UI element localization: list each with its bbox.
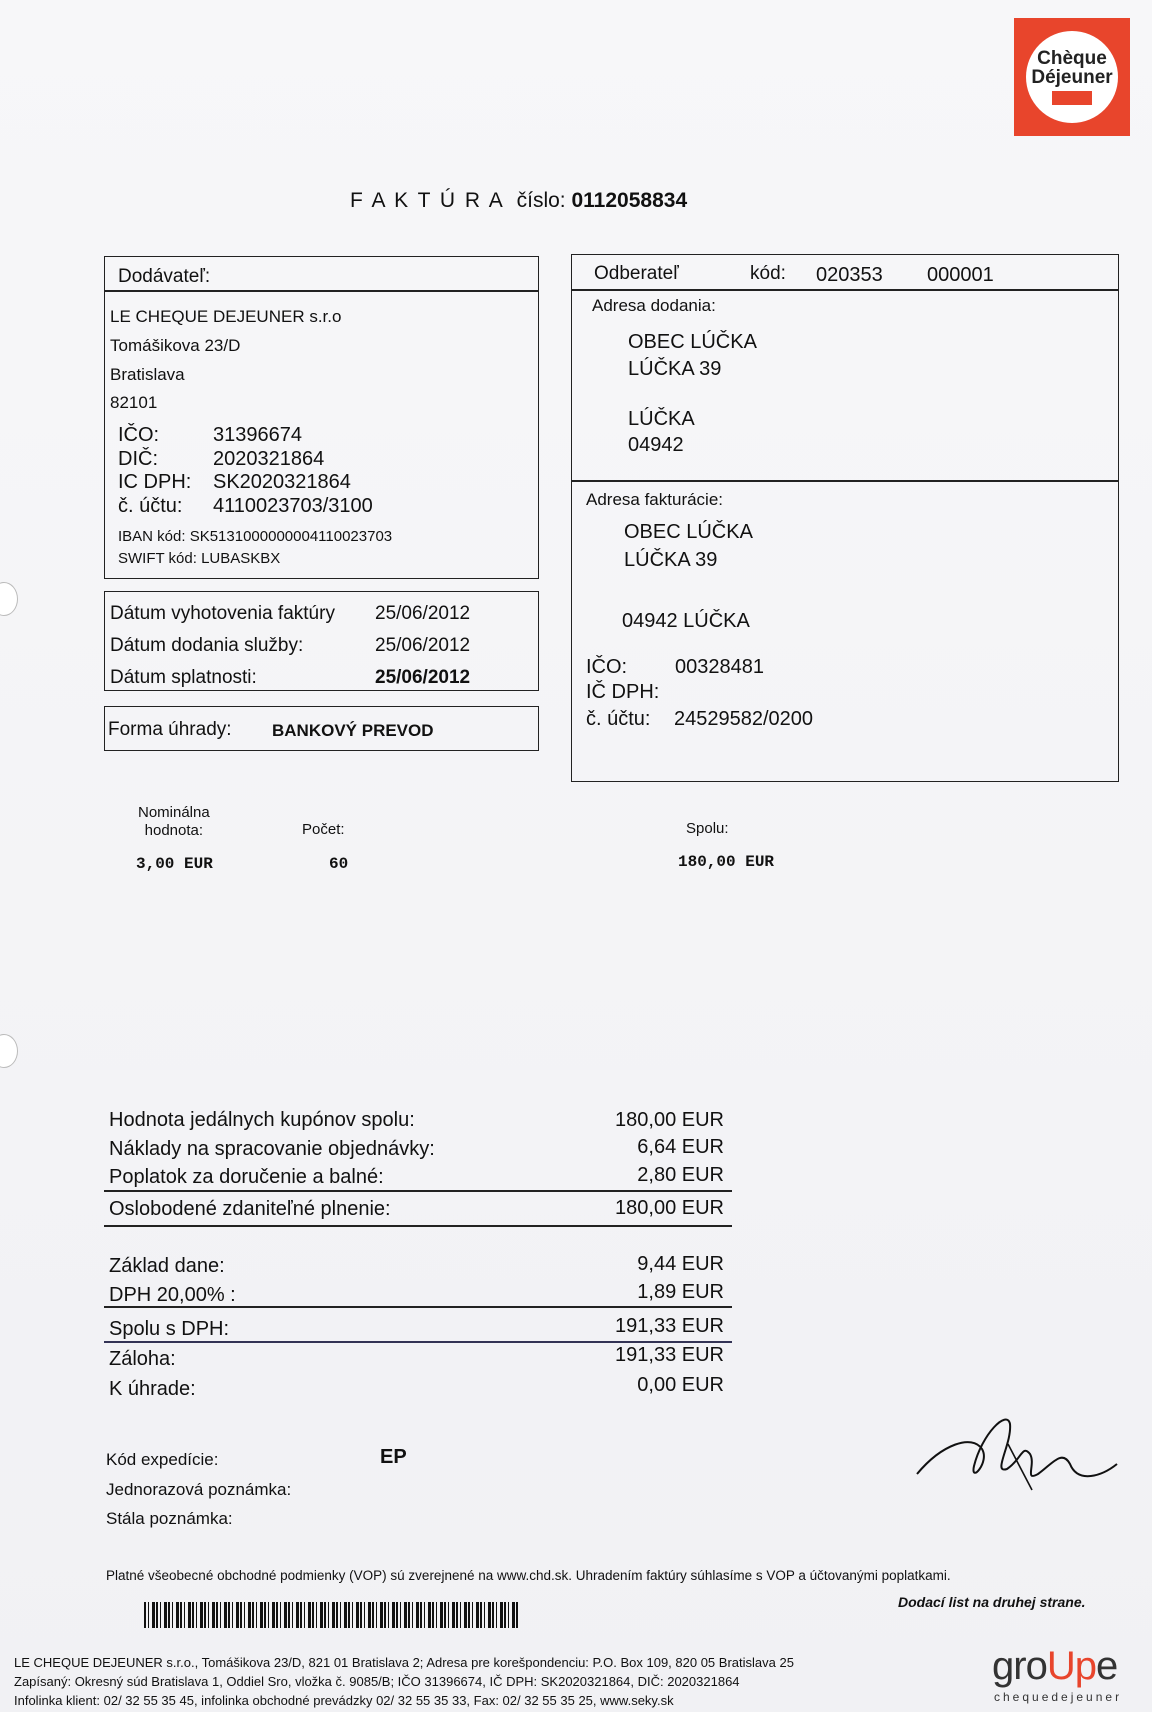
supplier-heading-rule bbox=[104, 290, 539, 292]
supplier-dic: 2020321864 bbox=[213, 448, 325, 470]
supplier-name: LE CHEQUE DEJEUNER s.r.o bbox=[110, 307, 342, 326]
footer-line-1: LE CHEQUE DEJEUNER s.r.o., Tomášikova 23/D, 821 01 Bratislava 2; Adresa pre korešpondenciu: P.O. Box 109, 820 05 Bratislava 25 bbox=[14, 1655, 794, 1670]
footer-line-2: Zapísaný: Okresný súd Bratislava 1, Oddiel Sro, vložka č. 9085/B; IČO 31396674, IČ DPH: SK2020321864, DIČ: 2020321864 bbox=[14, 1674, 740, 1689]
groupe-logo bbox=[992, 1644, 1117, 1689]
nominal-label bbox=[138, 804, 210, 840]
one-time-note-label: Jednorazová poznámka: bbox=[106, 1480, 292, 1499]
delivery-note-text: Dodací list na druhej strane. bbox=[898, 1594, 1086, 1610]
summary-rule-2 bbox=[104, 1225, 732, 1227]
groupe-logo-subtitle: chequedejeuner bbox=[994, 1690, 1123, 1704]
delivery-address-heading: Adresa dodania: bbox=[592, 296, 716, 315]
supplier-ico: 31396674 bbox=[213, 424, 302, 446]
supplier-swift: SWIFT kód: LUBASKBX bbox=[118, 550, 281, 567]
billing-name: OBEC LÚČKA bbox=[624, 521, 753, 543]
invoice-number: 0112058834 bbox=[571, 189, 688, 212]
summary-rule-4 bbox=[104, 1341, 732, 1343]
summary-value: 180,00 EUR bbox=[615, 1197, 724, 1219]
summary-label: Náklady na spracovanie objednávky: bbox=[109, 1138, 435, 1160]
due-date-label: Dátum splatnosti: bbox=[110, 667, 257, 688]
terms-text: Platné všeobecné obchodné podmienky (VOP) sú zverejnené na www.chd.sk. Uhradením faktúry súhlasíme s VOP a účtovanými poplatkami. bbox=[106, 1568, 951, 1583]
customer-delivery-rule bbox=[571, 480, 1119, 482]
delivery-city: LÚČKA bbox=[628, 408, 695, 430]
summary-value: 2,80 EUR bbox=[637, 1164, 724, 1186]
delivery-zip: 04942 bbox=[628, 434, 684, 456]
summary-label: Záloha: bbox=[109, 1348, 176, 1370]
summary-rule-1 bbox=[104, 1190, 732, 1192]
summary-rule-3 bbox=[104, 1306, 732, 1308]
summary-label: K úhrade: bbox=[109, 1378, 196, 1400]
customer-heading-rule bbox=[571, 289, 1119, 291]
due-date: 25/06/2012 bbox=[375, 667, 471, 688]
delivery-name: OBEC LÚČKA bbox=[628, 331, 757, 353]
invoice-title-word: F A K T Ú R A bbox=[350, 189, 505, 212]
supplier-heading: Dodávateľ: bbox=[118, 266, 211, 287]
groupe-logo-post: e bbox=[1095, 1644, 1118, 1688]
logo-text-line2: Déjeuner bbox=[1031, 67, 1113, 88]
groupe-logo-pre: gro bbox=[992, 1644, 1047, 1688]
customer-code-label: kód: bbox=[750, 263, 786, 284]
supplier-account-label: č. účtu: bbox=[118, 495, 183, 517]
summary-value: 180,00 EUR bbox=[615, 1109, 724, 1131]
issue-date: 25/06/2012 bbox=[375, 603, 471, 624]
customer-code-2: 000001 bbox=[927, 264, 994, 286]
billing-address-heading: Adresa fakturácie: bbox=[586, 490, 724, 509]
supplier-street: Tomášikova 23/D bbox=[110, 336, 241, 355]
nominal-label-line2: hodnota: bbox=[144, 822, 204, 839]
summary-value: 191,33 EUR bbox=[615, 1344, 724, 1366]
customer-account: 24529582/0200 bbox=[674, 708, 814, 730]
payment-label: Forma úhrady: bbox=[108, 719, 232, 740]
billing-city: 04942 LÚČKA bbox=[622, 610, 750, 632]
count-label: Počet: bbox=[302, 821, 345, 838]
customer-code-1: 020353 bbox=[816, 264, 883, 286]
signature bbox=[912, 1404, 1122, 1514]
summary-label: DPH 20,00% : bbox=[109, 1284, 236, 1306]
supplier-city: Bratislava bbox=[110, 365, 185, 384]
delivery-street: LÚČKA 39 bbox=[628, 358, 722, 380]
logo-text-line1: Chèque bbox=[1037, 48, 1107, 69]
summary-label: Základ dane: bbox=[109, 1255, 225, 1277]
summary-label: Oslobodené zdaniteľné plnenie: bbox=[109, 1198, 391, 1220]
delivery-date: 25/06/2012 bbox=[375, 635, 471, 656]
summary-label: Poplatok za doručenie a balné: bbox=[109, 1166, 384, 1188]
barcode bbox=[144, 1602, 518, 1628]
supplier-ico-label: IČO: bbox=[118, 424, 160, 446]
supplier-zip: 82101 bbox=[110, 393, 158, 412]
expedition-code: EP bbox=[380, 1446, 407, 1468]
supplier-iban: IBAN kód: SK5131000000004110023703 bbox=[118, 528, 393, 545]
supplier-icdph-label: IC DPH: bbox=[118, 471, 192, 493]
item-total: 180,00 EUR bbox=[678, 853, 775, 871]
item-count: 60 bbox=[329, 855, 349, 873]
summary-label: Spolu s DPH: bbox=[109, 1318, 230, 1340]
delivery-date-label: Dátum dodania služby: bbox=[110, 635, 304, 656]
invoice-title bbox=[350, 189, 687, 213]
supplier-dic-label: DIČ: bbox=[118, 448, 158, 470]
customer-heading: Odberateľ bbox=[594, 263, 679, 284]
summary-value: 0,00 EUR bbox=[637, 1374, 724, 1396]
summary-label: Hodnota jedálnych kupónov spolu: bbox=[109, 1109, 415, 1131]
customer-account-label: č. účtu: bbox=[586, 708, 651, 730]
item-nominal: 3,00 EUR bbox=[136, 855, 213, 873]
summary-value: 1,89 EUR bbox=[637, 1281, 724, 1303]
issue-date-label: Dátum vyhotovenia faktúry bbox=[110, 603, 335, 624]
invoice-number-label: číslo: bbox=[516, 189, 566, 212]
nominal-label-line1: Nominálna bbox=[138, 804, 210, 821]
total-label: Spolu: bbox=[686, 820, 729, 837]
summary-value: 9,44 EUR bbox=[637, 1253, 724, 1275]
logo-circle bbox=[1026, 31, 1118, 123]
supplier-account: 4110023703/3100 bbox=[213, 495, 373, 517]
cheque-dejeuner-logo bbox=[1014, 18, 1130, 136]
billing-street: LÚČKA 39 bbox=[624, 549, 718, 571]
summary-value: 6,64 EUR bbox=[637, 1136, 724, 1158]
footer-line-3: Infolinka klient: 02/ 32 55 35 45, infolinka obchodné prevádzky 02/ 32 55 35 33, Fax: 02/ 32 55 35 25, www.seky.sk bbox=[14, 1693, 674, 1708]
customer-ico: 00328481 bbox=[675, 656, 764, 678]
customer-icdph-label: IČ DPH: bbox=[586, 681, 660, 703]
groupe-logo-up: Up bbox=[1046, 1644, 1096, 1688]
supplier-icdph: SK2020321864 bbox=[213, 471, 351, 493]
payment-method: BANKOVÝ PREVOD bbox=[272, 721, 434, 740]
permanent-note-label: Stála poznámka: bbox=[106, 1509, 233, 1528]
expedition-code-label: Kód expedície: bbox=[106, 1450, 219, 1469]
logo-bar bbox=[1052, 91, 1092, 105]
summary-value: 191,33 EUR bbox=[615, 1315, 724, 1337]
customer-ico-label: IČO: bbox=[586, 656, 628, 678]
punch-hole-bottom bbox=[0, 1034, 18, 1068]
punch-hole-top bbox=[0, 582, 18, 616]
